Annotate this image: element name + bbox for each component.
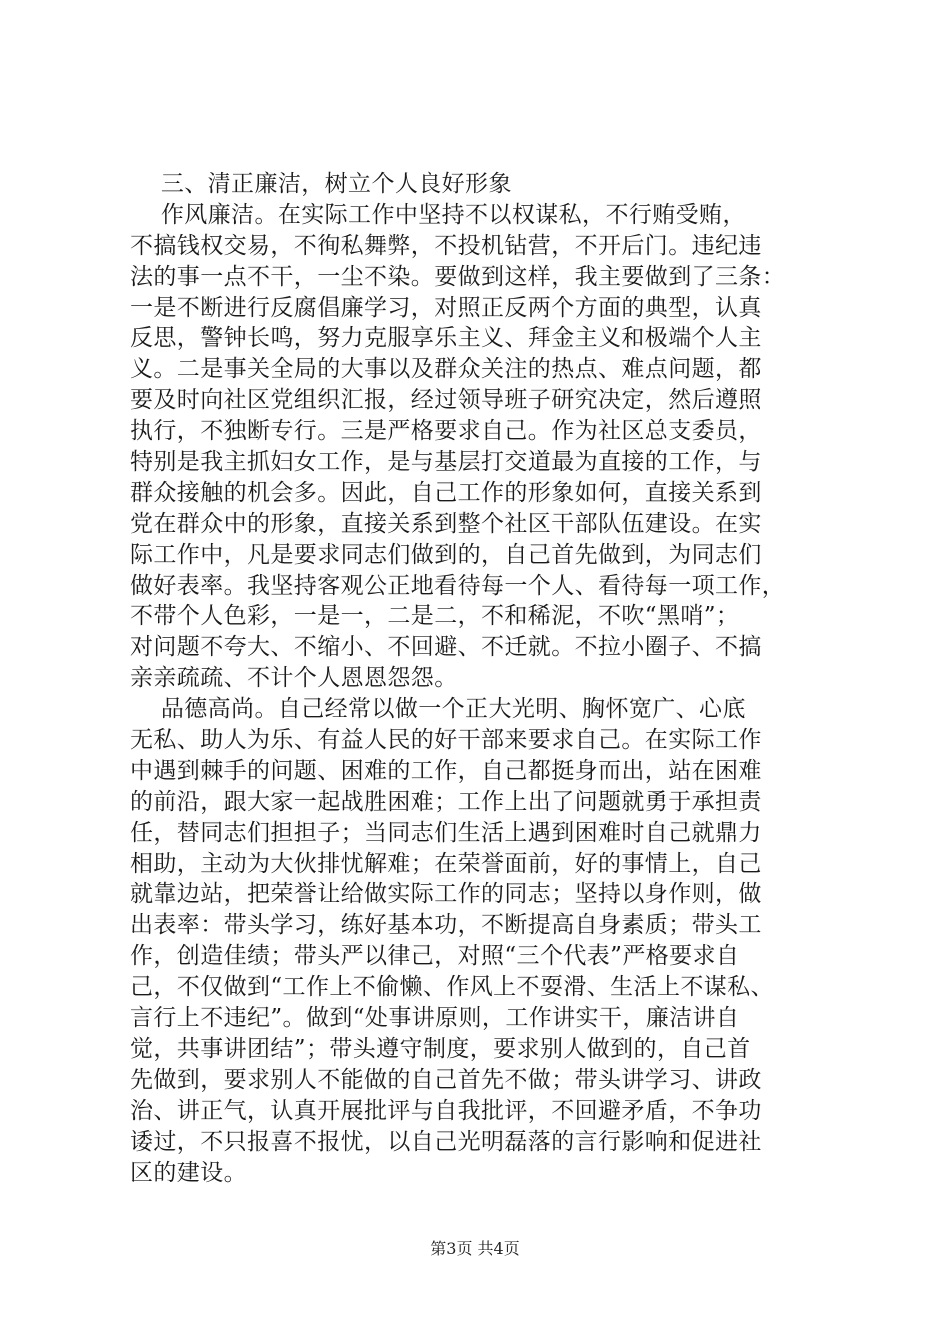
body-line: 法的事一点不干，一尘不染。要做到这样，我主要做到了三条： bbox=[130, 263, 786, 290]
body-line: 作风廉洁。在实际工作中坚持不以权谋私，不行贿受贿， bbox=[130, 201, 746, 228]
section-heading: 三、清正廉洁，树立个人良好形象 bbox=[130, 171, 512, 197]
body-line: 中遇到棘手的问题、困难的工作，自己都挺身而出，站在困难 bbox=[130, 757, 762, 784]
body-line: 群众接触的机会多。因此，自己工作的形象如何，直接关系到 bbox=[130, 479, 762, 506]
body-line: 无私、助人为乐、有益人民的好干部来要求自己。在实际工作 bbox=[130, 727, 762, 754]
body-line: 品德高尚。自己经常以做一个正大光明、胸怀宽广、心底 bbox=[130, 696, 746, 723]
body-line: 言行上不违纪”。做到“处事讲原则，工作讲实干，廉洁讲自 bbox=[130, 1005, 740, 1032]
body-line: 己，不仅做到“工作上不偷懒、作风上不耍滑、生活上不谋私、 bbox=[130, 974, 774, 1001]
body-line: 治、讲正气，认真开展批评与自我批评，不回避矛盾，不争功 bbox=[130, 1097, 762, 1124]
body-line: 亲亲疏疏、不计个人恩恩怨怨。 bbox=[130, 665, 458, 692]
body-line: 不搞钱权交易，不徇私舞弊，不投机钻营，不开后门。违纪违 bbox=[130, 232, 762, 259]
body-line: 就靠边站，把荣誉让给做实际工作的同志；坚持以身作则，做 bbox=[130, 881, 762, 908]
page-indicator: 第3页 共4页 bbox=[430, 1239, 520, 1258]
body-line: 作，创造佳绩；带头严以律己，对照“三个代表”严格要求自 bbox=[130, 943, 740, 970]
body-line: 党在群众中的形象，直接关系到整个社区干部队伍建设。在实 bbox=[130, 510, 762, 537]
body-line: 区的建设。 bbox=[130, 1159, 247, 1186]
body-line: 任，替同志们担担子；当同志们生活上遇到困难时自己就鼎力 bbox=[130, 819, 762, 846]
body-line: 一是不断进行反腐倡廉学习，对照正反两个方面的典型，认真 bbox=[130, 294, 762, 321]
document-body bbox=[130, 169, 830, 1188]
page-footer bbox=[0, 1238, 950, 1260]
body-line: 不带个人色彩，一是一，二是二，不和稀泥，不吹“黑哨”； bbox=[130, 603, 740, 630]
body-line: 诿过，不只报喜不报忧，以自己光明磊落的言行影响和促进社 bbox=[130, 1128, 762, 1155]
body-line: 相助，主动为大伙排忧解难；在荣誉面前，好的事情上，自己 bbox=[130, 850, 762, 877]
body-line: 执行，不独断专行。三是严格要求自己。作为社区总支委员， bbox=[130, 418, 762, 445]
body-line: 出表率：带头学习，练好基本功，不断提高自身素质；带头工 bbox=[130, 912, 762, 939]
body-line: 觉，共事讲团结”；带头遵守制度，要求别人做到的，自己首 bbox=[130, 1035, 751, 1062]
body-line: 反思，警钟长鸣，努力克服享乐主义、拜金主义和极端个人主 bbox=[130, 325, 762, 352]
body-line: 要及时向社区党组织汇报，经过领导班子研究决定，然后遵照 bbox=[130, 387, 762, 414]
body-line: 先做到，要求别人不能做的自己首先不做；带头讲学习、讲政 bbox=[130, 1066, 762, 1093]
body-line: 特别是我主抓妇女工作，是与基层打交道最为直接的工作，与 bbox=[130, 449, 762, 476]
body-line: 的前沿，跟大家一起战胜困难；工作上出了问题就勇于承担责 bbox=[130, 788, 762, 815]
body-line: 际工作中，凡是要求同志们做到的，自己首先做到，为同志们 bbox=[130, 541, 762, 568]
body-line: 做好表率。我坚持客观公正地看待每一个人、看待每一项工作， bbox=[130, 572, 786, 599]
body-line: 对问题不夸大、不缩小、不回避、不迁就。不拉小圈子、不搞 bbox=[130, 634, 762, 661]
body-line: 义。二是事关全局的大事以及群众关注的热点、难点问题，都 bbox=[130, 356, 762, 383]
